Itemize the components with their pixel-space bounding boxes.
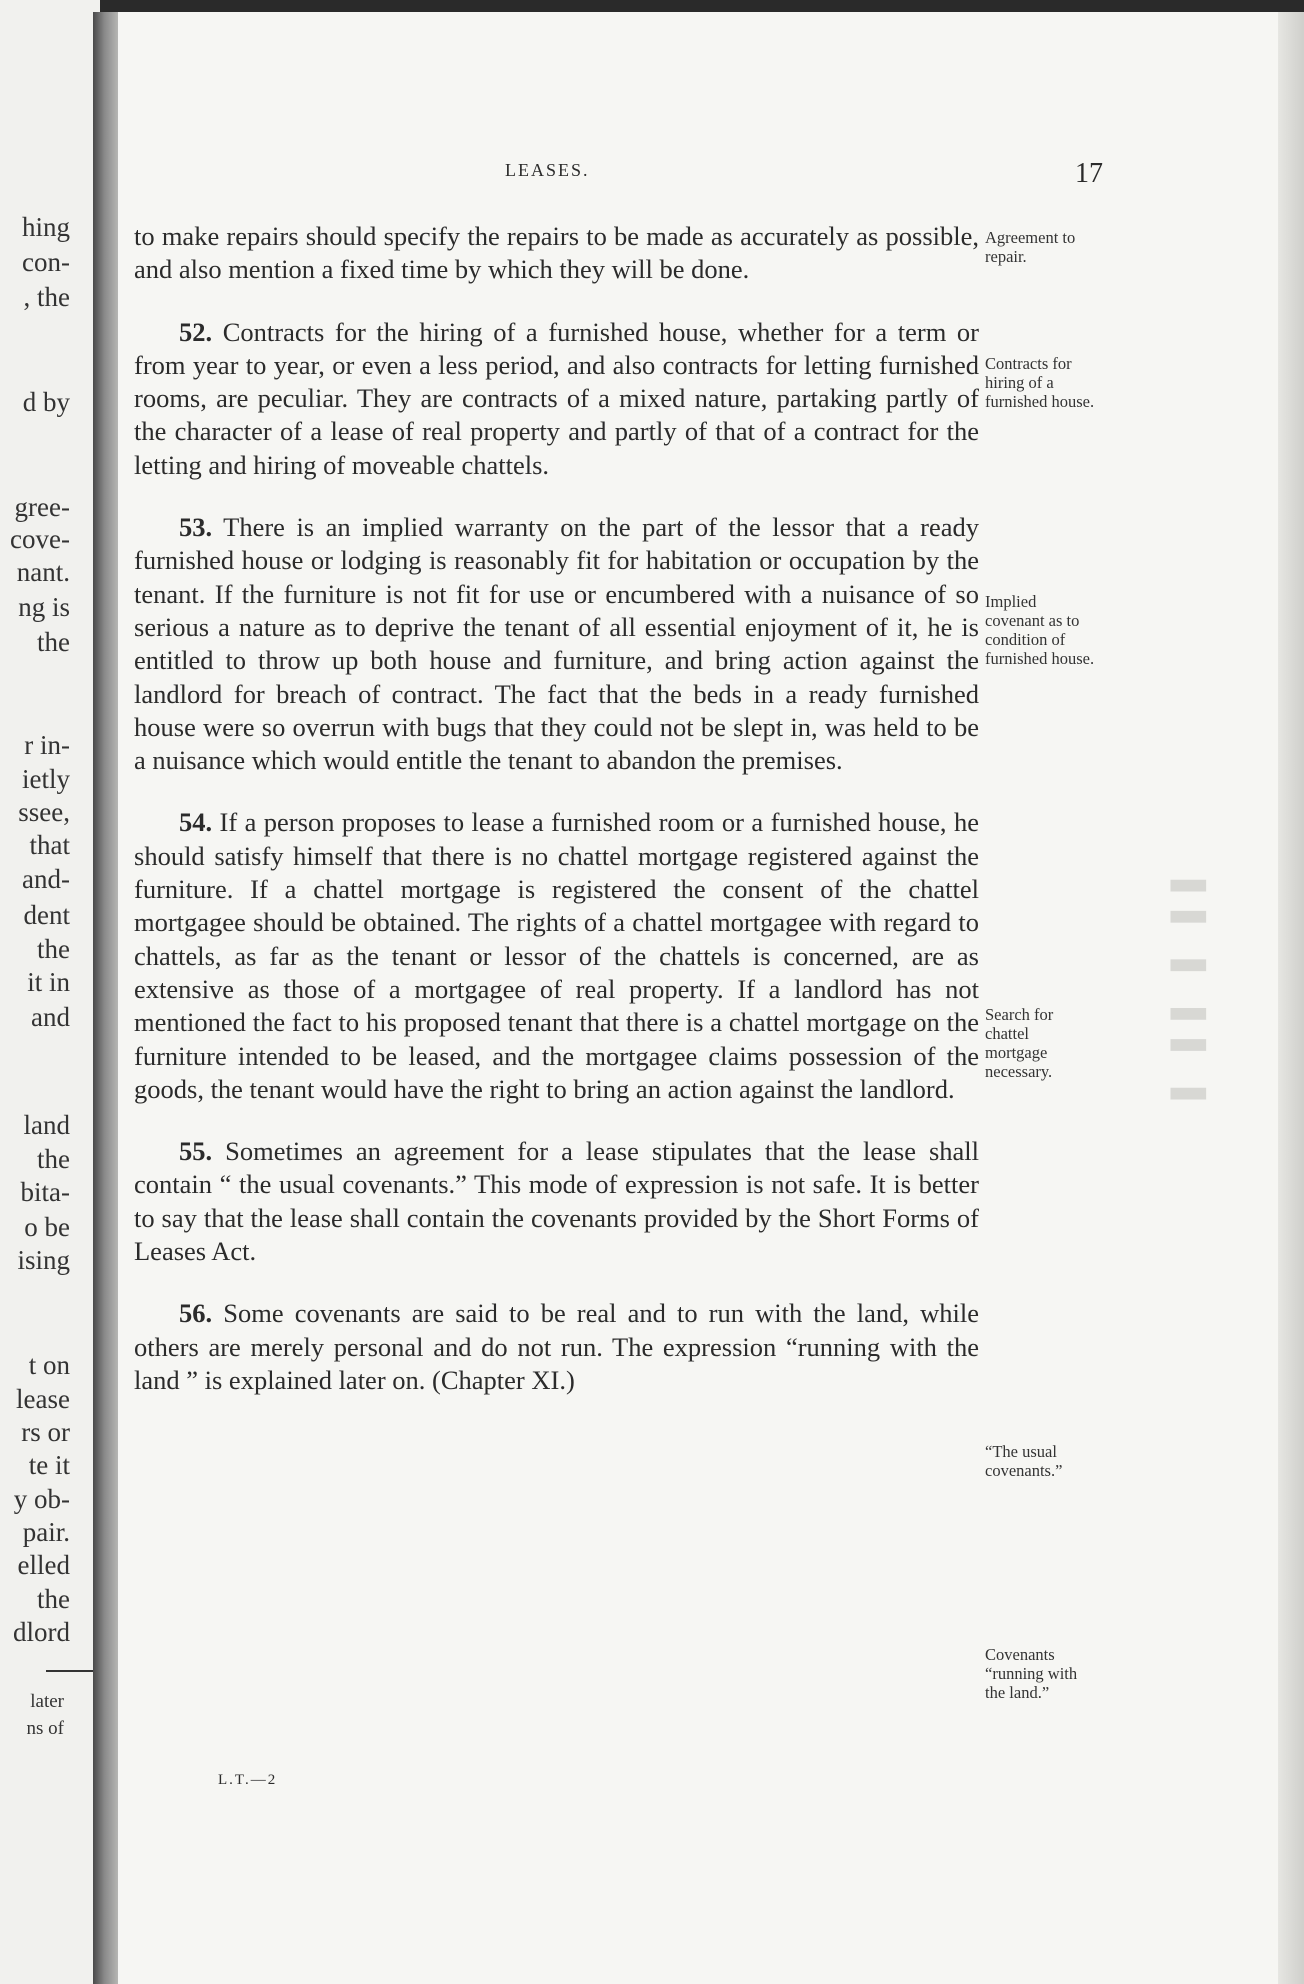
paragraph-text: Contracts for the hiring of a furnished house, whether for a term or from year to year, or even a less period, and also contracts for letting furnished rooms, are peculiar. They are contracts of a mixed nature, partaking partly of the character of a lease of real property and partly of that of a contract for the letting and hiring of moveable chattels. [134,316,979,480]
footnote-rule [46,1670,100,1672]
paragraph-number: 52. [179,316,213,347]
marginal-note: Search for chattel mortgage necessary. [985,1005,1054,1081]
facing-page-fragment: d by [22,387,70,417]
signature-mark: L.T.—2 [218,1772,278,1788]
marginal-note: Covenants “running with the land.” [985,1645,1078,1702]
library-stamp: ▌▌ ▌ ▌▌ ▌ [1170,880,1205,1120]
facing-page-fragment: t on [28,1350,70,1380]
paragraph-continued [134,220,979,287]
facing-page-fragment: ising [17,1245,70,1275]
facing-page-fragment: it in [27,967,70,997]
facing-page-fragment: that [29,830,70,860]
marginal-note: Agreement to repair. [985,228,1076,266]
facing-page-fragment: hing [21,212,70,242]
paragraph-number: 53. [179,512,213,543]
paragraph-52 [134,316,979,482]
paragraph-number: 55. [179,1136,213,1167]
facing-page-fragment: nant. [16,557,70,587]
paragraph-number: 54. [179,807,213,838]
facing-page-fragment: the [37,934,70,964]
facing-page-fragment: lease [16,1384,70,1414]
facing-page-fragment: the [37,627,70,657]
facing-page-fragment: rs or [21,1417,70,1447]
paragraph-text: to make repairs should specify the repairs to be made as accurately as possible, and also mention a fixed time by which they will be done. [134,221,979,285]
marginal-note: Contracts for hiring of a furnished house. [985,354,1095,411]
facing-page-fragment: y ob- [13,1484,70,1514]
facing-page-edge [0,0,100,1984]
facing-page-fragment: the [37,1584,70,1614]
facing-page-fragment: the [37,1144,70,1174]
facing-page-fragment: bita- [20,1177,70,1207]
facing-page-fragment: con- [22,247,70,277]
facing-page-fragment: and- [22,864,70,894]
paragraph-56 [134,1297,979,1397]
book-gutter [93,12,119,1984]
running-head: LEASES. [505,160,590,180]
facing-page-fragment: ng is [18,592,70,622]
facing-page-fragment: ietly [22,764,70,794]
paragraph-53 [134,511,979,777]
facing-page-fragment: te it [28,1450,70,1480]
paragraph-text: If a person proposes to lease a furnished room or a furnished house, he should satisfy himself that there is no chattel mortgage registered against the furniture. If a chattel mortgage is registered the consent of the chattel mortgagee should be obtained. The rights of a chattel mortgagee with regard to chattels, as far as the tenant or lessor of the chattels is concerned, are as extensive as those of a mortgagee of real property. If a landlord has not mentioned the fact to his proposed tenant that there is a chattel mortgage on the furniture intended to be leased, and the mortgagee claims possession of the goods, the tenant would have the right to bring an action against the landlord. [134,807,979,1104]
facing-page-fragment: , the [23,282,70,312]
facing-page-fragment: cove- [10,524,70,554]
facing-page-fragment: later [30,1691,64,1712]
paragraph-text: Sometimes an agreement for a lease stipulates that the lease shall contain “ the usual covenants.” This mode of expression is not safe. It is better to say that the lease shall contain the covenants provided by the Short Forms of Leases Act. [134,1136,980,1267]
facing-page-fragment: land [23,1110,70,1140]
paragraph-55 [134,1135,979,1268]
body-text [134,220,979,1426]
page-edge [1278,12,1304,1984]
facing-page-fragment: dent [23,900,70,930]
facing-page-fragment: elled [17,1550,70,1580]
paragraph-text: There is an implied warranty on the part of the lessor that a ready furnished house or lodging is reasonably fit for habitation or occupation by the tenant. If the furniture is not fit for use or encumbered with a nuisance of so serious a nature as to deprive the tenant of all essential enjoyment of it, he is entitled to throw up both house and furniture, and bring action against the landlord for breach of contract. The fact that the beds in a ready furnished house were so overrun with bugs that they could not be slept in, was held to be a nuisance which would entitle the tenant to abandon the premises. [134,512,979,776]
facing-page-fragment: r in- [24,730,70,760]
facing-page-fragment: pair. [22,1517,70,1547]
marginal-note: Implied covenant as to condition of furnished house. [985,592,1095,668]
facing-page-fragment: ns of [26,1718,64,1739]
paragraph-54 [134,806,979,1106]
marginal-note: “The usual covenants.” [985,1442,1063,1480]
facing-page-fragment: and [31,1002,70,1032]
paragraph-number: 56. [179,1298,213,1329]
facing-page-fragment: o be [24,1212,70,1242]
page-number: 17 [1075,158,1103,189]
paragraph-text: Some covenants are said to be real and to run with the land, while others are merely personal and do not run. The expression “running with the land ” is explained later on. (Chapter XI.) [134,1298,980,1395]
facing-page-fragment: ssee, [18,797,70,827]
facing-page-fragment: dlord [13,1617,70,1647]
facing-page-fragment: gree- [14,492,70,522]
